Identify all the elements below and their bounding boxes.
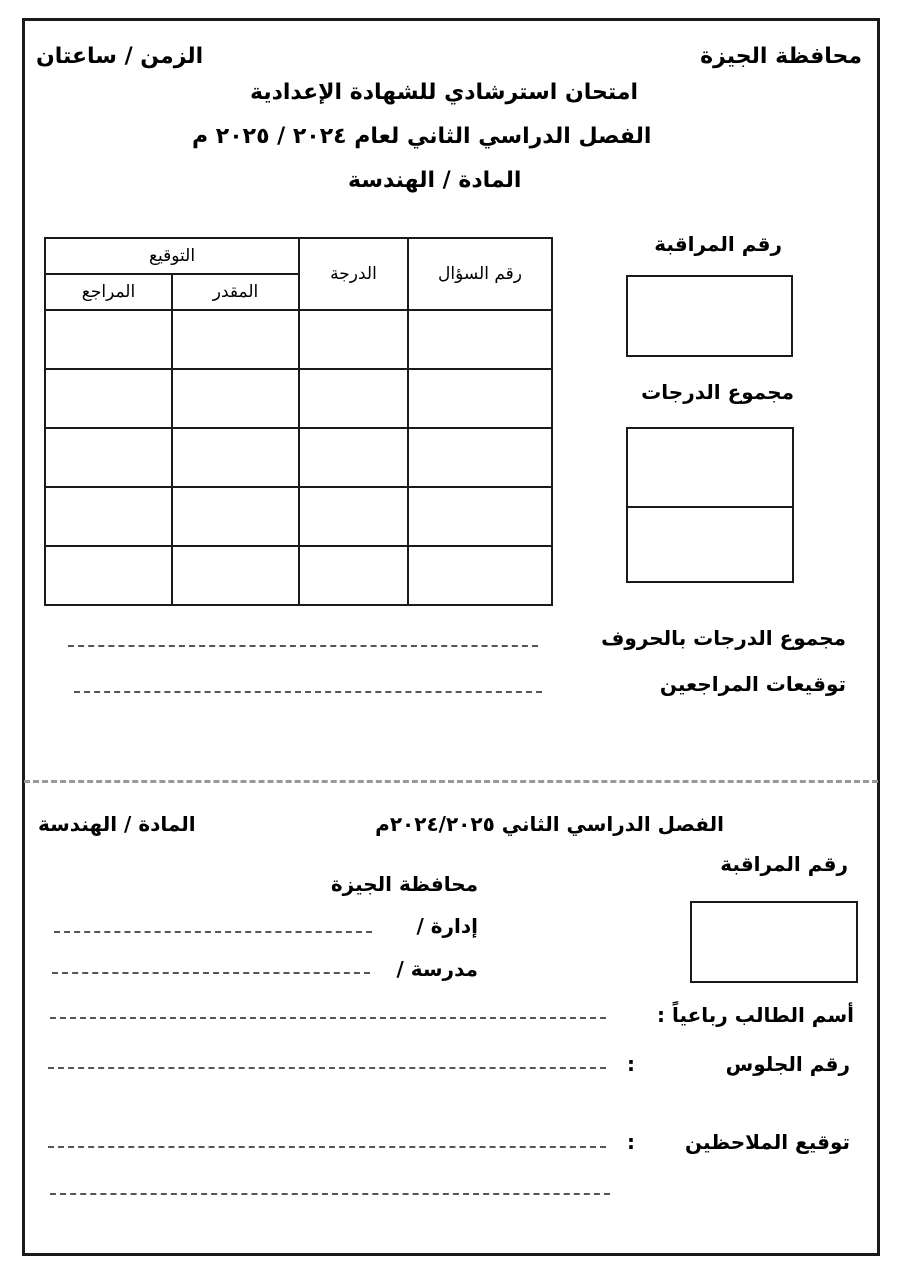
question-number-cell[interactable] bbox=[408, 428, 552, 487]
question-number-cell[interactable] bbox=[408, 369, 552, 428]
total-grades-divider bbox=[628, 506, 792, 508]
grade-cell[interactable] bbox=[299, 369, 408, 428]
bottom-control-number-box[interactable] bbox=[690, 901, 858, 983]
reviewers-signatures-label: توقيعات المراجعين bbox=[659, 672, 846, 696]
school-line[interactable] bbox=[52, 972, 370, 974]
estimator-cell[interactable] bbox=[172, 310, 299, 369]
table-row bbox=[45, 428, 552, 487]
reviewer-cell[interactable] bbox=[45, 487, 172, 546]
question-number-cell[interactable] bbox=[408, 310, 552, 369]
estimator-cell[interactable] bbox=[172, 428, 299, 487]
total-grades-box[interactable] bbox=[626, 427, 794, 583]
estimator-header: المقدر bbox=[172, 274, 299, 310]
reviewers-signatures-line[interactable] bbox=[74, 691, 542, 693]
reviewer-cell[interactable] bbox=[45, 428, 172, 487]
total-in-words-label: مجموع الدرجات بالحروف bbox=[601, 626, 846, 650]
bottom-governorate-label: محافظة الجيزة bbox=[330, 872, 478, 896]
question-number-header: رقم السؤال bbox=[408, 238, 552, 310]
subject-title: المادة / الهندسة bbox=[348, 168, 522, 193]
seat-number-line[interactable] bbox=[48, 1067, 606, 1069]
bottom-term-label: الفصل الدراسي الثاني ٢٠٢٤/٢٠٢٥م bbox=[375, 812, 724, 836]
grade-cell[interactable] bbox=[299, 487, 408, 546]
cut-line bbox=[24, 780, 878, 783]
table-row bbox=[45, 487, 552, 546]
reviewer-cell[interactable] bbox=[45, 546, 172, 605]
table-row bbox=[45, 546, 552, 605]
governorate-label: محافظة الجيزة bbox=[700, 44, 862, 69]
total-in-words-line[interactable] bbox=[68, 645, 538, 647]
seat-number-colon: : bbox=[627, 1052, 635, 1076]
administration-label: إدارة / bbox=[416, 914, 478, 938]
seat-number-label: رقم الجلوس bbox=[725, 1052, 850, 1076]
bottom-control-number-label: رقم المراقبة bbox=[720, 852, 848, 876]
bottom-subject-label: المادة / الهندسة bbox=[38, 812, 196, 836]
student-name-line[interactable] bbox=[50, 1017, 606, 1019]
grades-table bbox=[44, 237, 553, 606]
reviewer-header: المراجع bbox=[45, 274, 172, 310]
exam-title: امتحان استرشادي للشهادة الإعدادية bbox=[250, 80, 638, 105]
grade-cell[interactable] bbox=[299, 428, 408, 487]
control-number-box[interactable] bbox=[626, 275, 793, 357]
total-grades-label: مجموع الدرجات bbox=[641, 380, 794, 404]
table-row bbox=[45, 369, 552, 428]
grade-header: الدرجة bbox=[299, 238, 408, 310]
grade-cell[interactable] bbox=[299, 546, 408, 605]
estimator-cell[interactable] bbox=[172, 487, 299, 546]
observers-signature-label: توقيع الملاحظين bbox=[685, 1130, 850, 1154]
reviewer-cell[interactable] bbox=[45, 369, 172, 428]
grade-cell[interactable] bbox=[299, 310, 408, 369]
table-row bbox=[45, 310, 552, 369]
student-name-label: أسم الطالب رباعياً : bbox=[656, 1003, 854, 1027]
estimator-cell[interactable] bbox=[172, 546, 299, 605]
observers-signature-colon: : bbox=[627, 1130, 635, 1154]
observers-signature-line-1[interactable] bbox=[48, 1146, 606, 1148]
question-number-cell[interactable] bbox=[408, 487, 552, 546]
estimator-cell[interactable] bbox=[172, 369, 299, 428]
control-number-label: رقم المراقبة bbox=[654, 232, 782, 256]
reviewer-cell[interactable] bbox=[45, 310, 172, 369]
term-title: الفصل الدراسي الثاني لعام ٢٠٢٤ / ٢٠٢٥ م bbox=[192, 124, 652, 149]
school-label: مدرسة / bbox=[396, 957, 478, 981]
signature-header: التوقيع bbox=[45, 238, 299, 274]
administration-line[interactable] bbox=[54, 931, 372, 933]
observers-signature-line-2[interactable] bbox=[50, 1193, 610, 1195]
question-number-cell[interactable] bbox=[408, 546, 552, 605]
exam-time-label: الزمن / ساعتان bbox=[36, 44, 204, 69]
